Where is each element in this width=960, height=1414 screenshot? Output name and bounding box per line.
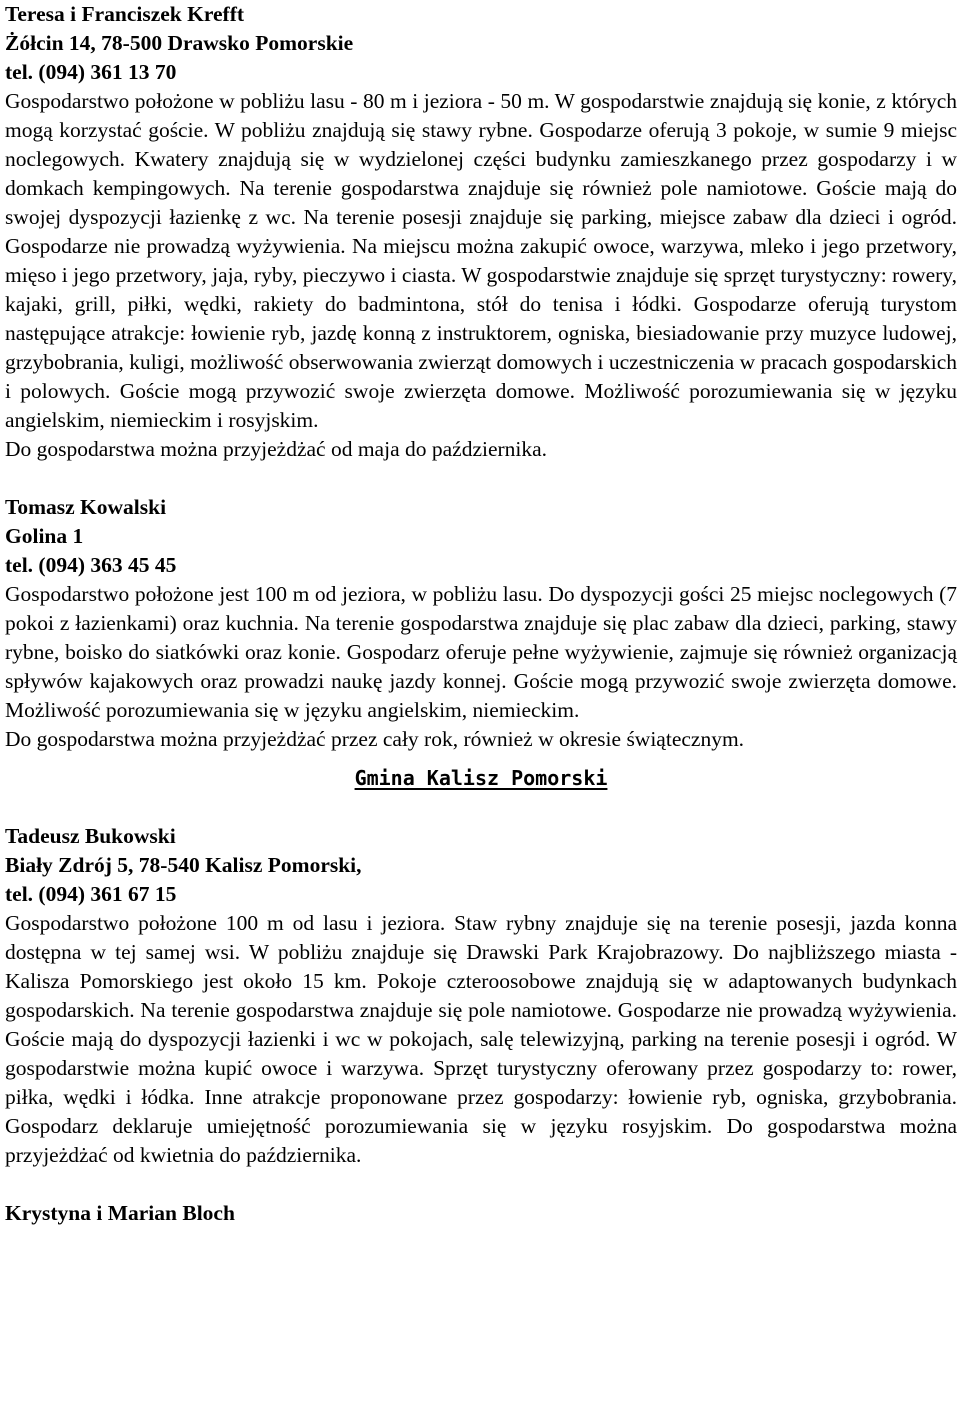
entry-season: Do gospodarstwa można przyjeżdżać od maja do października. bbox=[5, 437, 548, 461]
section-title: Gmina Kalisz Pomorski bbox=[354, 766, 608, 790]
entry-season: Do gospodarstwa można przyjeżdżać przez cały rok, również w okresie świątecznym. bbox=[5, 727, 745, 751]
entry-phone: tel. (094) 363 45 45 bbox=[5, 553, 177, 577]
entry-phone: tel. (094) 361 67 15 bbox=[5, 882, 177, 906]
entry-bukowski bbox=[5, 822, 957, 1170]
entry-address: Golina 1 bbox=[5, 524, 84, 548]
entry-name: Tadeusz Bukowski bbox=[5, 824, 176, 848]
entry-address: Biały Zdrój 5, 78-540 Kalisz Pomorski, bbox=[5, 853, 362, 877]
entry-name: Tomasz Kowalski bbox=[5, 495, 167, 519]
entry-description: Gospodarstwo położone jest 100 m od jeziora, w pobliżu lasu. Do dyspozycji gości 25 miejsc noclegowych (7 pokoi z łazienkami) oraz kuchnia. Na terenie gospodarstwa znajduje się plac zabaw dla dzieci, parking, stawy rybne, boisko do siatkówki oraz konie. Gospodarz oferuje pełne wyżywienie, zajmuje się również organizacją spływów kajakowych oraz prowadzi naukę jazdy konnej. Goście mogą przywozić swoje zwierzęta domowe. Możliwość porozumiewania się w języku angielskim, niemieckim. bbox=[5, 582, 957, 722]
entry-address: Żółcin 14, 78-500 Drawsko Pomorskie bbox=[5, 31, 354, 55]
entry-krefft bbox=[5, 0, 957, 464]
entry-description: Gospodarstwo położone w pobliżu lasu - 80 m i jeziora - 50 m. W gospodarstwie znajdują się konie, z których mogą korzystać goście. W pobliżu znajdują się stawy rybne. Gospodarze oferują 3 pokoje, w sumie 9 miejsc noclegowych. Kwatery znajdują się w wydzielonej części budynku zamieszkanego przez gospodarzy i w domkach kempingowych. Na terenie gospodarstwa znajduje się również pole namiotowe. Goście mają do swojej dyspozycji łazienkę z wc. Na terenie posesji znajduje się parking, miejsce zabaw dla dzieci i ogród. Gospodarze nie prowadzą wyżywienia. Na miejscu można zakupić owoce, warzywa, mleko i jego przetwory, mięso i jego przetwory, jaja, ryby, pieczywo i ciasta. W gospodarstwie znajduje się sprzęt turystyczny: rowery, kajaki, grill, piłki, wędki, rakiety do badmintona, stół do tenisa i łódki. Gospodarze oferują turystom następujące atrakcje: łowienie ryb, jazdę konną z instruktorem, ogniska, biesiadowanie przy muzyce ludowej, grzybobrania, kuligi, możliwość obserwowania zwierząt domowych i uczestniczenia w pracach gospodarskich i polowych. Goście mogą przywozić swoje zwierzęta domowe. Możliwość porozumiewania się w języku angielskim, niemieckim i rosyjskim. bbox=[5, 89, 957, 432]
entry-name: Teresa i Franciszek Krefft bbox=[5, 2, 245, 26]
entry-bloch bbox=[5, 1199, 957, 1228]
entry-description: Gospodarstwo położone 100 m od lasu i jeziora. Staw rybny znajduje się na terenie posesji, jazda konna dostępna w tej samej wsi. W pobliżu znajduje się Drawski Park Krajobrazowy. Do najbliższego miasta - Kalisza Pomorskiego jest około 15 km. Pokoje czteroosobowe znajdują się w adaptowanych budynkach gospodarskich. Na terenie gospodarstwa znajduje się pole namiotowe. Gospodarze nie prowadzą wyżywienia. Goście mają do dyspozycji łazienki i wc w pokojach, salę telewizyjną, parking na terenie posesji i ogród. W gospodarstwie można kupić owoce i warzywa. Sprzęt turystyczny oferowany przez gospodarzy to: rower, piłka, wędki i łódka. Inne atrakcje proponowane przez gospodarzy: łowienie ryb, ogniska, grzybobrania. Gospodarz deklaruje umiejętność porozumiewania się w języku rosyjskim. Do gospodarstwa można przyjeżdżać od kwietnia do października. bbox=[5, 911, 957, 1167]
entry-phone: tel. (094) 361 13 70 bbox=[5, 60, 177, 84]
entry-kowalski bbox=[5, 493, 957, 754]
entry-name: Krystyna i Marian Bloch bbox=[5, 1201, 235, 1225]
